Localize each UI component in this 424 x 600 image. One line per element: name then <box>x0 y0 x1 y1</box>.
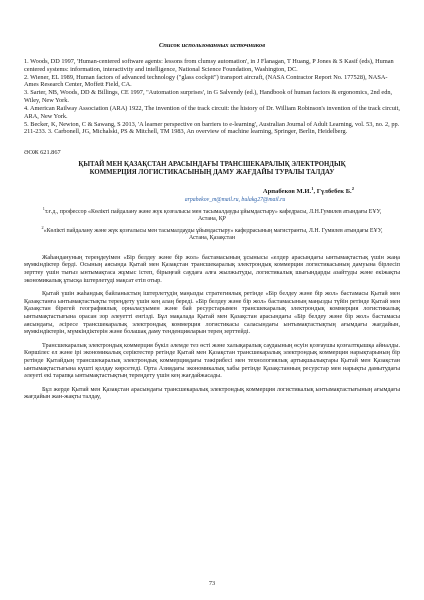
affiliation <box>36 205 388 223</box>
affiliation-superscript: 2 <box>41 224 44 230</box>
body-paragraph: Жаһандануның тереңдеуімен «Бір белдеу және бір жол» бастамасының ұсынысы «елдер арасындағы ынтымақтастық үшін жаңа мүмкіндіктер берді. Осының аясында Қытай мен Қазақстан трансшекаралық электрондық коммерция логистикасының дамуына бірлесіп зерттеу үшін тығыз ынтымақтаса жұмыс істеп, бірыңғай саудаға алға жылжытуды, логистикалық шығындарды азайтуды және екіжақты экономикалық ұтысқа іштерлетуді мақсат етіп отыр. <box>24 253 400 284</box>
authors <box>24 186 400 195</box>
affiliation <box>36 224 388 242</box>
page-number: 73 <box>208 580 216 587</box>
references-list <box>24 58 400 136</box>
affiliation-superscript: 1 <box>42 206 45 212</box>
article-title-line: КОММЕРЦИЯ ЛОГИСТИКАСЫНЫҢ ДАМУ ЖАҒДАЙЫ ТУРАЛЫ ТАЛДАУ <box>89 168 335 176</box>
body-paragraph: Бұл жерде Қытай мен Қазақстан арасындағы трансшекаралық электрондық коммерция логистикалық ынтымақтастығының ағымдағы жағдайын жан-жақты талдау, <box>24 385 400 401</box>
body-paragraph: Трансшекаралық электрондық коммерция бүкіл әлемде тез өсті және халықаралық саудаының өсуін қозғаушы қозғалтқышқа айналды. Көршілес ел және ірі экономикалық серіктестер ретінде Қытай мен Қазақстан трансшекаралық электрондық коммерция нарықтарының бір ретінде Қытайдың трансшекаралық электрондық коммерциядағы тәжірибесі мен технологиялық артықшылықтары Қытай мен Қазақстан ынтымақтастығына күшті қолдау көрсетеді. Орта Азиядағы экономикалық хабы ретінде Қазақстанның ресурстар мен нарықты дамытудағы әлеуеті екі тарапқа ынтымақтастықтың тереңдету үшін кең жағдайжасады. <box>24 341 400 380</box>
reference-item: 5. Becker, K, Newton, C & Sawang, S 2013, 'A learner perspective on barriers to e-learning', Australian Journal of Adult Learning, vol. 53, no. 2, pp. 211-233. 3. Carbonell, JG, Michalski, PS & Mitchell, TM 1983, An overview of machine learning, Springer, Berlin, Heidelberg. <box>24 120 400 136</box>
author-superscript: 2 <box>351 185 354 191</box>
reference-item: 4. American Railway Association (ARA) 1922, The invention of the track circuit: the history of Dr. William Robinson's invention of the track circuit, ARA, New York. <box>24 105 400 120</box>
affiliation-text: «Көлікті пайдалану және жүк қозғалысы мен тасымалдауды ұйымдастыру» кафедрасының магистранты, Л.Н. Гумилев атындағы ЕҰУ, Астана, Қазақстан <box>43 227 383 241</box>
article-title <box>24 161 400 177</box>
author-name: Арпабеков М.И. <box>262 188 312 196</box>
references-heading: Список использованных источников <box>158 42 266 49</box>
author-separator: , <box>313 188 317 196</box>
author-superscript: 1 <box>311 185 314 191</box>
author-name: Гүлбебек Б. <box>316 188 352 196</box>
body-paragraph: Қытай үшін жаһандық байланыстың іштерлетудің маңызды стратегиялық ретінде «Бір белдеу және бір жол» бастамасы Қытай мен Қазақстанға ынтымақтастықты тереңдету үшін кең алаң береді. «Бір белдеу және бір жол» бастамасының маңызды түйін ретінде Қытай мен Қазақстан бірегей географиялық орналасуымен және бай ресурстарымен трансшекаралық электрондық коммерция логистикалық ынтымақтастығына орасан зор әлеуетті енгізді. Бұл мақалада Қытай мен Қазақстан арасындағы «Бір белдеу және бір жол» бастамасы аясындағы, әсіресе трансшекаралық электрондық коммерция логистикасы саласындағы ынтымақтастықтың ағымдағы жағдайын, мүмкіндіктерін, мүмкіндіктерін және болашақ даму тенденцияларын терең зерттейді. <box>24 290 400 336</box>
reference-item: 2. Wiener, EL 1989, Human factors of advanced technology ("glass cockpit") transport aircraft, (NASA Contractor Report No. 177528), NASA-Ames Research Center, Moffett Field, CA. <box>24 73 388 89</box>
udc-code: ӘОЖ 621.867 <box>24 148 61 156</box>
article-title-line: ҚЫТАЙ МЕН ҚАЗАҚСТАН АРАСЫНДАҒЫ ТРАНСШЕКАРАЛЫҚ ЭЛЕКТРОНДЫҚ <box>78 160 346 168</box>
author-emails: arpabekov_m@mail.ru, bulakg27@mail.ru <box>184 197 286 204</box>
article-body <box>24 254 400 401</box>
reference-item: 3. Sarter, NB, Woods, DD & Billings, CE 1997, "Automation surprises', in G Salvendy (ed.), Handbook of human factors & ergonomics, 2nd edn, Wiley, New York. <box>24 89 393 104</box>
reference-item: 1. Woods, DD 1997, 'Human-centered software agents: lessons from clumsy automation', in J Flanagan, T Huang, P Jones & S Kasif (eds), Human centered systems: information, interactivity and intelligence, National Science Foundation, Washington, DC. <box>24 58 394 73</box>
affiliation-text: т.ғ.д., профессор «Көлікті пайдалану және жүк қозғалысы мен тасымалдауды ұйымдастыру» кафедрасы, Л.Н.Гумилев атындағы ЕҰУ, Астана, ҚР <box>44 209 382 223</box>
